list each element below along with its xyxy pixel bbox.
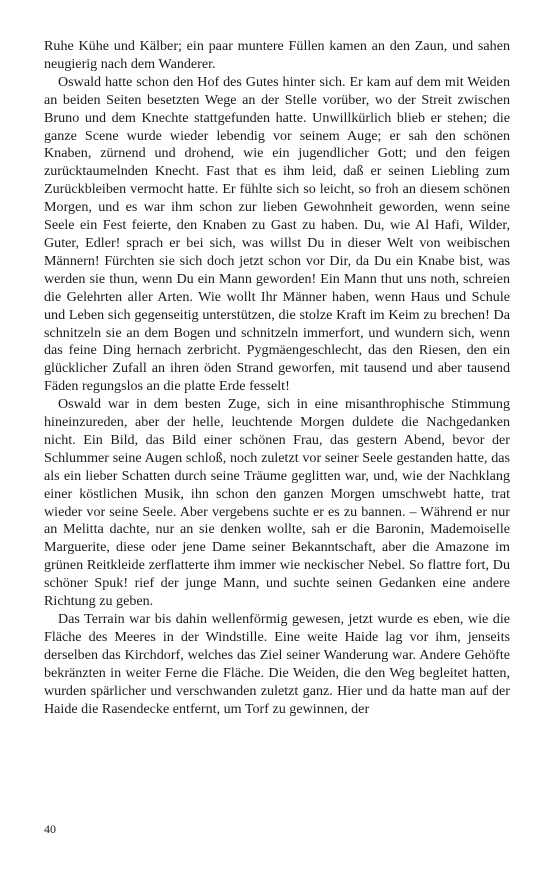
paragraph-continuation: Ruhe Kühe und Kälber; ein paar muntere Füllen kamen an den Zaun, und sahen neugierig nach dem Wanderer. bbox=[44, 38, 510, 72]
paragraph-terrain: Das Terrain war bis dahin wellenförmig gewesen, jetzt wurde es eben, wie die Fläche des Meeres in der Windstille. Eine weite Haide lag vor ihm, jenseits derselben das Kirchdorf, welches das Ziel seiner Wanderung war. Andere Gehöfte bekränzten in weiter Ferne die Fläche. Die Weiden, die den Weg begleitet hatten, wurden spärlicher und verschwanden zuletzt ganz. Hier und da hatte man auf der Haide die Rasendecke entfernt, um Torf zu gewinnen, der bbox=[44, 611, 510, 717]
page-number: 40 bbox=[44, 822, 56, 836]
paragraph-oswald-stimmung: Oswald war in dem besten Zuge, sich in eine misanthrophische Stimmung hineinzureden, aber der helle, leuchtende Morgen duldete die Nachgedanken nicht. Ein Bild, das Bild einer schönen Frau, das gestern Abend, bevor der Schlummer seine Augen schloß, noch zuletzt vor seiner Seele gestanden hatte, das als ein lieber Schatten durch seine Träume geglitten war, und, wie der Nachklang einer köstlichen Musik, ihn schon den ganzen Morgen umschwebt hatte, trat wieder vor seine Seele. Aber vergebens suchte er es zu bannen. – Während er nur an Melitta dachte, nur an sie denken wollte, sah er die Baronin, Mademoiselle Marguerite, diese oder jene Dame seiner Bekanntschaft, aber die Amazone im grünen Reitkleide zerflatterte ihm immer wie neckischer Nebel. So flattre fort, Du schöner Spuk! rief der junge Mann, und suchte seinen Gedanken eine andere Richtung zu geben. bbox=[44, 396, 510, 610]
body-text bbox=[44, 38, 510, 718]
paragraph-oswald-hof: Oswald hatte schon den Hof des Gutes hinter sich. Er kam auf dem mit Weiden an beiden Seiten besetzten Wege an der Stelle vorüber, wo der Streit zwischen Bruno und dem Knechte stattgefunden hatte. Unwillkürlich blieb er stehen; die ganze Scene wurde wieder lebendig vor seinem Auge; er sah den schönen Knaben, zürnend und drohend, wie ein jugendlicher Gott; und den feigen zurücktaumelnden Knecht. Fast that es ihm leid, daß er seinen Liebling zum Zurückbleiben vermocht hatte. Er fühlte sich so leicht, so froh an diesem schönen Morgen, und es war ihm schon zur lieben Gewohnheit geworden, wenn seine Seele ein Fest feierte, den Knaben zu Gast zu haben. Du, wie Al Hafi, Wilder, Guter, Edler! sprach er bei sich, was willst Du in dieser Welt von weibischen Männern! Fürchten sie sich doch jetzt schon vor Dir, da Du ein Knabe bist, was werden sie thun, wenn Du ein Mann geworden! Ein Mann thut uns noth, schreien die Gelehrten aller Arten. Wie wollt Ihr Männer haben, wenn Haus und Schule und Leben sich gegenseitig unterstützen, die stolze Kraft im Keim zu brechen! Da schnitzeln sie an dem Bogen und schnitzeln immerfort, und wundern sich, wenn das feine Ding hernach zerbricht. Pygmäengeschlecht, das den Riesen, den ein glücklicher Zufall an ihren öden Strand geworfen, mit tausend und aber tausend Fäden regungslos an die platte Erde fesselt! bbox=[44, 73, 510, 395]
